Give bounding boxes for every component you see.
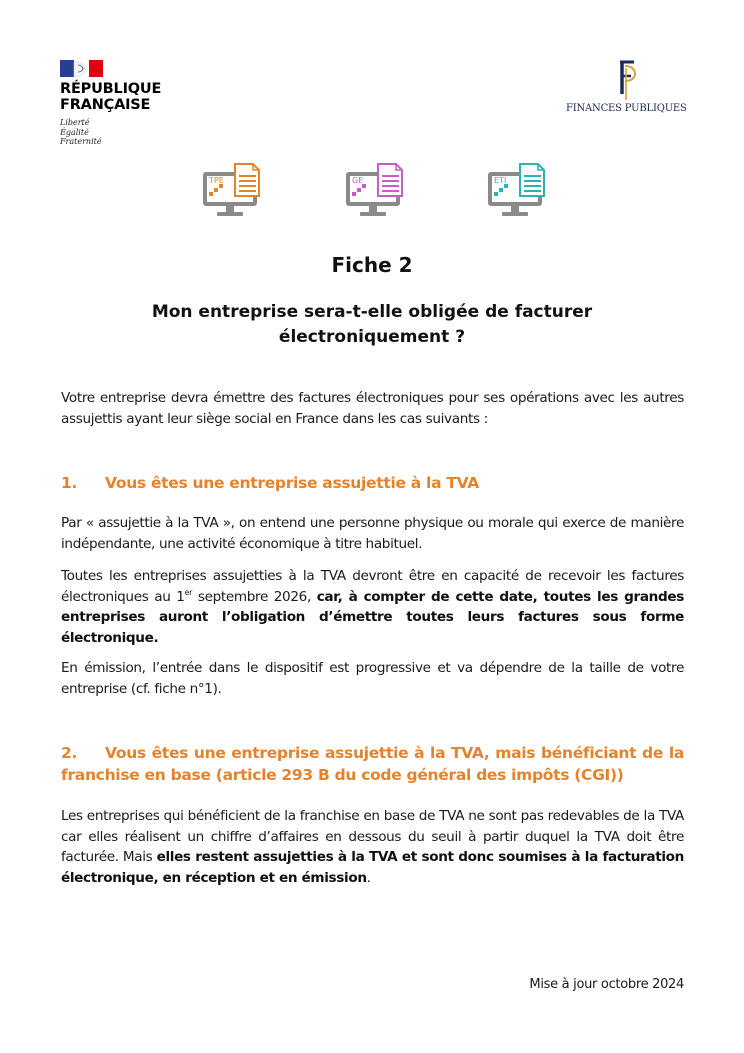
fiche-title: Fiche 2 bbox=[331, 253, 413, 277]
rf-name-line2: FRANÇAISE bbox=[60, 97, 151, 113]
monitor-eti-icon bbox=[486, 162, 548, 220]
section-1-p2-mid: septembre 2026, bbox=[192, 588, 317, 605]
finances-publiques-text: FINANCES PUBLIQUES bbox=[566, 103, 687, 114]
section-2-title: Vous êtes une entreprise assujettie à la TVA, mais bénéficiant de la franchise en base (article 293 B du code général des impôts (CGI)) bbox=[61, 744, 684, 784]
rf-name-line1: RÉPUBLIQUE bbox=[60, 81, 162, 97]
section-2-number: 2. bbox=[61, 744, 78, 762]
republique-francaise-logo bbox=[60, 60, 170, 147]
motto-fraternite: Fraternité bbox=[60, 137, 102, 146]
section-1-paragraph-2 bbox=[61, 566, 684, 648]
monitor-tpe-label: TPE bbox=[209, 176, 224, 185]
monitor-ge-label: GE bbox=[352, 176, 364, 185]
monitor-eti-label: ETI bbox=[494, 176, 507, 185]
section-1-p2-bold: car, à compter de cette date, toutes les grandes entreprises auront l’obligation d’émettre toutes leurs factures sous forme électronique. bbox=[61, 588, 684, 646]
update-date-footer: Mise à jour octobre 2024 bbox=[529, 977, 684, 992]
finances-publiques-logo bbox=[566, 58, 687, 114]
section-1-number: 1. bbox=[61, 474, 78, 492]
section-2-p1-start: Les entreprises qui bénéficient de la franchise en base de TVA ne sont pas redevables de la TVA car elles réalisent un chiffre d’affaires en dessous du seuil à partir duquel la TVA doit être facturée. Mais bbox=[61, 808, 684, 865]
section-2-paragraph-1 bbox=[61, 806, 684, 888]
section-1-p2-sup: er bbox=[184, 587, 193, 597]
section-1-paragraph-3: En émission, l’entrée dans le dispositif est progressive et va dépendre de la taille de votre entreprise (cf. fiche n°1). bbox=[61, 660, 684, 697]
motto-liberte: Liberté bbox=[60, 118, 90, 127]
section-2-p1-bold: elles restent assujetties à la TVA et sont donc soumises à la facturation électronique, en réception et en émission bbox=[61, 849, 684, 886]
rf-motto bbox=[60, 118, 170, 147]
monitor-ge-icon bbox=[344, 162, 406, 220]
company-size-icons bbox=[0, 162, 744, 220]
finances-publiques-mark-icon bbox=[608, 58, 642, 102]
section-1-heading bbox=[61, 472, 684, 494]
monitor-tpe-icon bbox=[201, 162, 263, 220]
section-2-heading bbox=[61, 742, 684, 786]
motto-egalite: Égalité bbox=[60, 127, 89, 137]
section-1-paragraph-1: Par « assujettie à la TVA », on entend une personne physique ou morale qui exerce de manière indépendante, une activité économique à titre habituel. bbox=[61, 515, 684, 552]
main-title: Mon entreprise sera-t-elle obligée de facturer électroniquement ? bbox=[151, 302, 593, 347]
section-1-p2-start: Toutes les entreprises assujetties à la TVA devront être en capacité de recevoir les factures électroniques au 1 bbox=[61, 568, 684, 605]
marianne-flag-icon bbox=[60, 60, 103, 77]
intro-paragraph: Votre entreprise devra émettre des factures électroniques pour ses opérations avec les autres assujettis ayant leur siège social en France dans les cas suivants : bbox=[61, 390, 684, 427]
section-2-p1-end: . bbox=[366, 869, 371, 886]
section-1-title: Vous êtes une entreprise assujettie à la TVA bbox=[105, 474, 479, 492]
